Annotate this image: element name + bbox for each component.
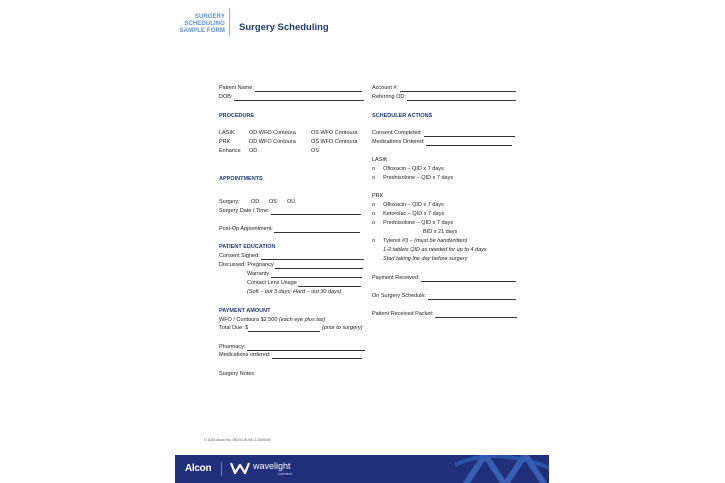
- scheduler-actions-heading: SCHEDULER ACTIONS: [372, 113, 433, 119]
- payment-amount-heading: PAYMENT AMOUNT: [219, 308, 271, 314]
- discussed-pregnancy-label: Discussed: Pregnancy: [219, 262, 274, 268]
- patient-name-field[interactable]: [219, 85, 362, 92]
- lasik-subheading: LASIK: [372, 157, 388, 163]
- lasik-item[interactable]: [372, 175, 453, 182]
- account-field[interactable]: [372, 85, 516, 92]
- appointments-heading: APPOINTMENTS: [219, 176, 263, 182]
- medications-ordered-label: Medications ordered:: [219, 352, 271, 358]
- page-title: Surgery Scheduling: [239, 22, 329, 33]
- postop-label: Post-Op Appointment:: [219, 226, 273, 232]
- postop-field[interactable]: [219, 226, 360, 233]
- surgery-date-label: Surgery Date / Time:: [219, 208, 270, 214]
- procedure-enhance-od[interactable]: OD: [249, 148, 258, 154]
- tylenol-note: (must be handwritten): [414, 238, 468, 244]
- bid-duration: BID x 21 days: [423, 229, 458, 235]
- side-title-line-2: SCHEDULING: [184, 21, 225, 27]
- consent-completed-label: Consent Completed:: [372, 130, 423, 136]
- procedure-lasik-os[interactable]: OS WFO Contoura: [311, 130, 358, 136]
- dob-field[interactable]: [219, 94, 364, 101]
- surgery-notes-label[interactable]: Surgery Notes:: [219, 371, 256, 377]
- header-divider: [229, 8, 230, 36]
- wavelight-w-icon: [230, 461, 250, 475]
- alcon-logo: Alcon: [185, 463, 212, 474]
- surgery-od-option[interactable]: OD: [251, 199, 260, 205]
- on-surgery-schedule-field[interactable]: [372, 293, 516, 300]
- form-side-title: [175, 14, 225, 35]
- prk-item[interactable]: [372, 202, 444, 209]
- tylenol-start: Start taking the day before surgery: [383, 256, 468, 262]
- surgery-os-option[interactable]: OS: [269, 199, 277, 205]
- tylenol-label: Tylenol #3 –: [383, 238, 413, 244]
- copyright-text: © 2024 Alcon Inc. 08/24 US-WLO-2400000: [204, 438, 271, 442]
- medications-ordered-field[interactable]: [219, 352, 362, 359]
- procedure-lasik-od[interactable]: OD WFO Contoura: [249, 130, 296, 136]
- procedure-prk[interactable]: PRK: [219, 139, 231, 145]
- decorative-wave-icon: [455, 455, 549, 483]
- side-title-line-3: SAMPLE FORM: [179, 28, 225, 34]
- lasik-item-label: Prednisolone – QID x 7 days: [383, 175, 454, 181]
- surgery-label: Surgery:: [219, 199, 240, 205]
- contact-lens-label: Contact Lens Usage: [247, 280, 297, 286]
- brand-banner: [175, 455, 549, 483]
- total-due-note: (prior to surgery): [321, 325, 363, 331]
- wfo-price-note: (each eye plus tax): [278, 317, 326, 323]
- meds-ordered-label: Medications Ordered:: [372, 139, 425, 145]
- referring-od-field[interactable]: [372, 94, 516, 101]
- procedure-prk-os[interactable]: OS WFO Contoura: [311, 139, 358, 145]
- pharmacy-label: Pharmacy:: [219, 344, 246, 350]
- procedure-enhance[interactable]: Enhance: [219, 148, 241, 154]
- tylenol-dosage: 1-2 tablets QID as needed for up to 4 days: [383, 247, 487, 253]
- procedure-lasik[interactable]: LASIK: [219, 130, 235, 136]
- procedure-enhance-os[interactable]: OS: [311, 148, 319, 154]
- consent-signed-label: Consent Signed:: [219, 253, 260, 259]
- checkbox-bullet: o: [372, 166, 376, 172]
- prk-item-label: Prednisolone – QID x 7 days: [383, 220, 454, 226]
- pregnancy-field[interactable]: [219, 262, 363, 269]
- patient-education-heading: PATIENT EDUCATION: [219, 244, 276, 250]
- payment-received-field[interactable]: [372, 275, 516, 282]
- meds-ordered-field[interactable]: [372, 139, 512, 146]
- prk-item-label: Ketorolac – QID x 7 days: [383, 211, 445, 217]
- total-due-label: Total Due: $: [219, 325, 249, 331]
- checkbox-bullet: o: [372, 202, 376, 208]
- checkbox-bullet: o: [372, 211, 376, 217]
- side-title-line-1: SURGERY: [194, 14, 225, 20]
- prk-item[interactable]: [372, 211, 444, 218]
- checkbox-bullet: o: [372, 238, 376, 244]
- procedure-prk-od[interactable]: OD WFO Contoura: [249, 139, 296, 145]
- prk-item-label: Ofloxacin – QID x 7 days: [383, 202, 444, 208]
- on-surgery-schedule-label: On Surgery Schedule:: [372, 293, 427, 299]
- warranty-label: Warranty: [247, 271, 270, 277]
- prk-item[interactable]: [372, 220, 453, 227]
- payment-received-label: Payment Received:: [372, 275, 420, 281]
- wavelight-logo: wavelight: [253, 461, 291, 471]
- surgery-ou-option[interactable]: OU: [287, 199, 296, 205]
- dob-label: DOB:: [219, 94, 233, 100]
- tylenol-item[interactable]: [372, 238, 467, 245]
- lasik-item[interactable]: [372, 166, 444, 173]
- banner-divider: [221, 462, 222, 476]
- consent-completed-field[interactable]: [372, 130, 515, 137]
- lasik-item-label: Ofloxacin – QID x 7 days: [383, 166, 444, 172]
- patient-packet-field[interactable]: [372, 311, 517, 318]
- account-label: Account #:: [372, 85, 398, 91]
- warranty-field[interactable]: [247, 271, 362, 278]
- patient-packet-label: Patient Received Packet:: [372, 311, 434, 317]
- total-due-field[interactable]: [219, 325, 363, 332]
- checkbox-bullet: o: [372, 220, 376, 226]
- procedure-heading: PROCEDURE: [219, 113, 255, 119]
- consent-signed-field[interactable]: [219, 253, 364, 260]
- prk-subheading: PRK: [372, 193, 384, 199]
- surgery-date-field[interactable]: [219, 208, 361, 215]
- contact-lens-note: (Soft – out 3 days; Hard – out 30 days): [247, 289, 342, 295]
- wfo-price: WFO / Contoura $2,500: [219, 317, 278, 323]
- patient-name-label: Patient Name:: [219, 85, 254, 91]
- contact-lens-field[interactable]: [247, 280, 361, 287]
- checkbox-bullet: o: [372, 175, 376, 181]
- referring-od-label: Referring OD:: [372, 94, 406, 100]
- wavelight-connect-label: connect: [278, 471, 293, 476]
- pharmacy-field[interactable]: [219, 344, 365, 351]
